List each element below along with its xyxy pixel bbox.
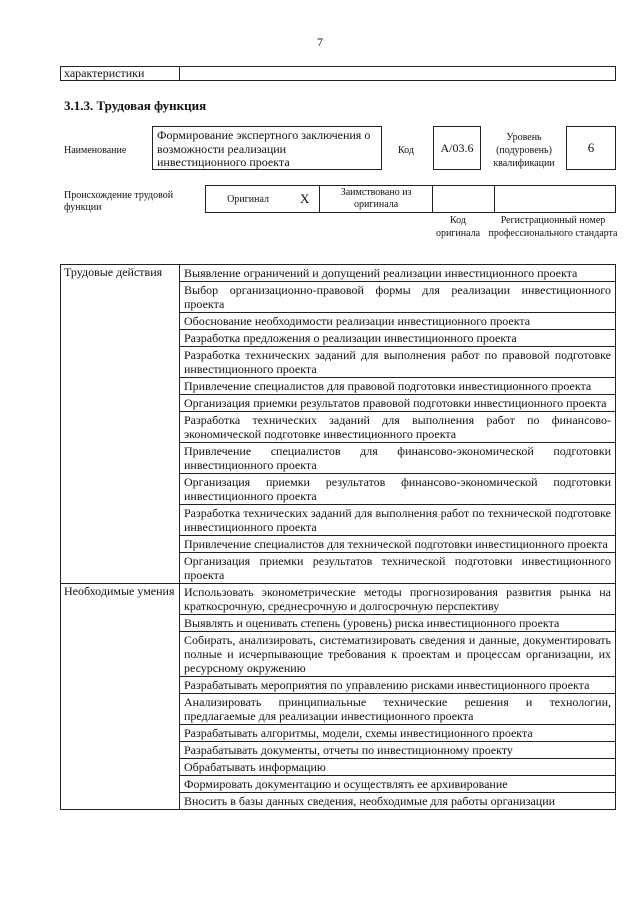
labor-actions-item: Обоснование необходимости реализации инвестиционного проекта (180, 313, 616, 330)
skills-item: Обрабатывать информацию (180, 759, 616, 776)
function-name-box: Формирование экспертного заключения о возможности реализации инвестиционного проекта (152, 126, 382, 170)
reg-number-label: Регистрационный номер профессионального стандарта (488, 215, 618, 239)
table-row (206, 186, 616, 213)
labor-actions-item: Привлечение специалистов для правовой подготовки инвестиционного проекта (180, 378, 616, 395)
skills-item: Собирать, анализировать, систематизировать сведения и данные, документировать полные и исчерпывающие требования к проектам и процессам организации, их ресурсному окружению (180, 632, 616, 677)
labor-actions-item: Разработка технических заданий для выполнения работ по технической подготовке инвестиционного проекта (180, 505, 616, 536)
origin-table (205, 185, 616, 213)
skills-label: Необходимые умения (61, 584, 180, 810)
table-row (61, 67, 616, 81)
section-title: 3.1.3. Трудовая функция (64, 98, 207, 113)
labor-actions-item: Выбор организационно-правовой формы для реализации инвестиционного проекта (180, 282, 616, 313)
code-label: Код (398, 145, 414, 156)
labor-actions-label: Трудовые действия (61, 265, 180, 584)
skills-item: Использовать эконометрические методы прогнозирования развития рынка на краткосрочную, среднесрочную и долгосрочную перспективу (180, 584, 616, 615)
function-code-box: A/03.6 (433, 126, 481, 170)
labor-actions-item: Привлечение специалистов для технической подготовки инвестиционного проекта (180, 536, 616, 553)
skills-item: Формировать документацию и осуществлять ее архивирование (180, 776, 616, 793)
labor-actions-item: Выявление ограничений и допущений реализации инвестиционного проекта (180, 265, 616, 282)
original-cell: Оригинал (206, 186, 291, 213)
previous-table-end (60, 66, 616, 81)
function-details-table (60, 264, 616, 810)
labor-actions-item: Привлечение специалистов для финансово-экономической подготовки инвестиционного проекта (180, 443, 616, 474)
table-row (61, 265, 616, 282)
table-row (61, 584, 616, 615)
reg-number-cell (494, 186, 615, 213)
labor-actions-item: Разработка технических заданий для выполнения работ по финансово-экономической подготовке инвестиционного проекта (180, 412, 616, 443)
code-original-label: Код оригинала (435, 215, 481, 239)
characteristics-label: характеристики (61, 67, 180, 81)
skills-item: Разрабатывать документы, отчеты по инвестиционному проекту (180, 742, 616, 759)
original-code-cell (432, 186, 494, 213)
labor-actions-item: Организация приемки результатов правовой подготовки инвестиционного проекта (180, 395, 616, 412)
skills-item: Анализировать принципиальные технические решения и технологии, предлагаемые для реализации инвестиционного проекта (180, 694, 616, 725)
labor-actions-item: Разработка технических заданий для выполнения работ по правовой подготовке инвестиционного проекта (180, 347, 616, 378)
name-label: Наименование (64, 145, 127, 156)
origin-label: Происхождение трудовой функции (64, 190, 174, 213)
skills-item: Разрабатывать мероприятия по управлению рисками инвестиционного проекта (180, 677, 616, 694)
function-details-body (61, 265, 616, 810)
characteristics-value (180, 67, 616, 81)
original-mark: X (290, 186, 320, 213)
qualification-level-box: 6 (566, 126, 616, 170)
labor-actions-item: Организация приемки результатов финансово-экономической подготовки инвестиционного проекта (180, 474, 616, 505)
qualification-level-label: Уровень (подуровень) квалификации (493, 132, 555, 169)
borrowed-cell: Заимствовано из оригинала (320, 186, 433, 213)
skills-item: Вносить в базы данных сведения, необходимые для работы организации (180, 793, 616, 810)
skills-item: Разрабатывать алгоритмы, модели, схемы инвестиционного проекта (180, 725, 616, 742)
skills-item: Выявлять и оценивать степень (уровень) риска инвестиционного проекта (180, 615, 616, 632)
labor-actions-item: Организация приемки результатов технической подготовки инвестиционного проекта (180, 553, 616, 584)
page-number: 7 (317, 35, 323, 49)
labor-actions-item: Разработка предложения о реализации инвестиционного проекта (180, 330, 616, 347)
